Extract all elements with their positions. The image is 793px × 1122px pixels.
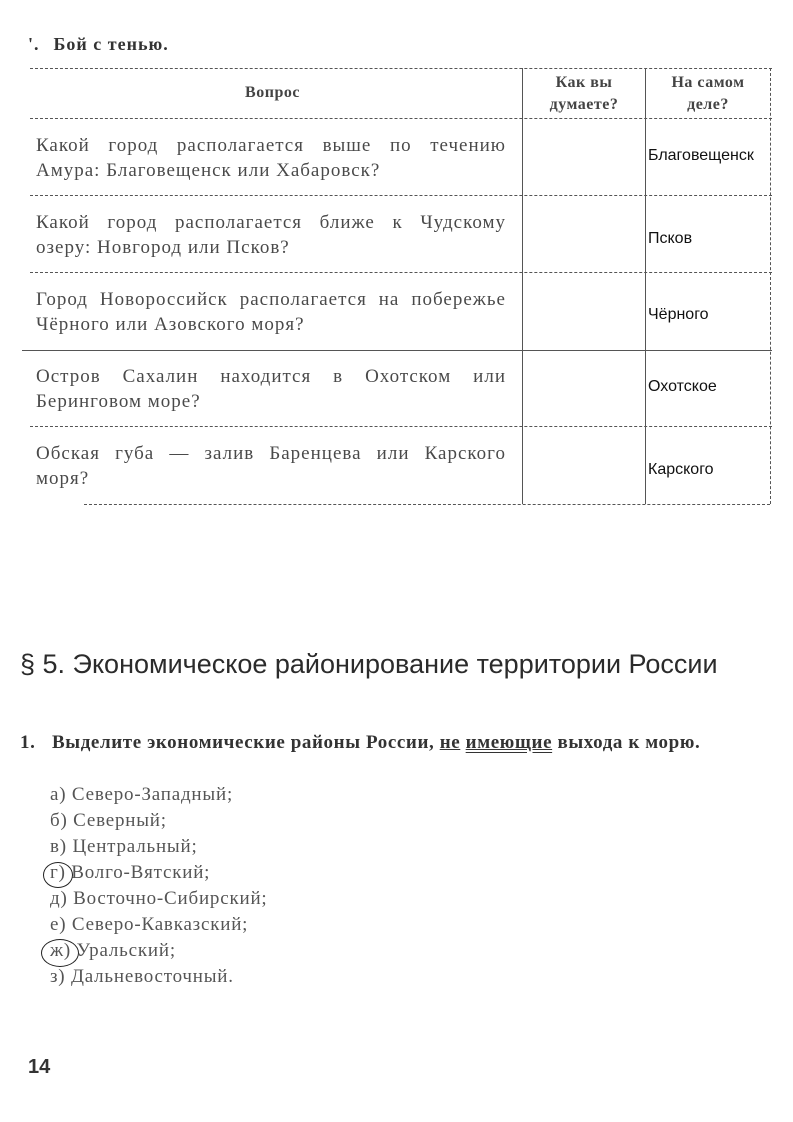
option-label: д) Восточно-Сибирский; xyxy=(50,888,268,909)
option-g xyxy=(50,860,268,886)
table-bottom-border xyxy=(84,504,770,505)
task-title xyxy=(28,34,169,55)
table-row-question: Какой город располагается выше по течению Амура: Благовещенск или Хабаровск? xyxy=(36,135,506,181)
section-title: § 5. Экономическое районирование территории России xyxy=(20,649,718,679)
option-label: б) Северный; xyxy=(50,810,167,831)
question-double-underlined-word: имеющие xyxy=(465,732,553,753)
question-1 xyxy=(20,730,776,756)
option-e xyxy=(50,912,268,938)
table-row-answer: Псков xyxy=(648,230,693,247)
option-zh xyxy=(50,938,268,964)
table-row-answer: Охотское xyxy=(648,378,717,395)
hand-drawn-circle xyxy=(41,939,79,967)
table-row-question: Остров Сахалин находится в Охотском или Беринговом море? xyxy=(36,366,506,412)
table-row-question: Город Новороссийск располагается на побережье Чёрного или Азовского моря? xyxy=(36,289,506,335)
question-underlined-word: не xyxy=(439,732,461,753)
table-row-question: Обская губа — залив Баренцева или Карского моря? xyxy=(36,443,506,489)
page-number: 14 xyxy=(28,1056,51,1078)
option-a xyxy=(50,782,268,808)
option-label: е) Северо-Кавказский; xyxy=(50,914,249,935)
answer-options xyxy=(50,782,268,990)
question-text-before: Выделите экономические районы России, xyxy=(52,732,435,753)
question-text-after: выхода к морю. xyxy=(557,732,701,753)
option-b xyxy=(50,808,268,834)
option-label: ж) Уральский; xyxy=(50,940,176,961)
table-row-question: Какой город располагается ближе к Чудскому озеру: Новгород или Псков? xyxy=(36,212,506,258)
header-question: Вопрос xyxy=(245,84,300,101)
row-divider-1 xyxy=(30,195,772,196)
header-guess: Как вы думаете? xyxy=(549,74,619,113)
column-divider-2 xyxy=(645,68,646,504)
task-title-text: Бой с тенью. xyxy=(53,34,169,54)
table-row-answer: Чёрного xyxy=(648,306,709,323)
option-label: в) Центральный; xyxy=(50,836,198,857)
header-actual: На самом деле? xyxy=(671,74,745,113)
column-divider-1 xyxy=(522,68,523,504)
row-divider-4 xyxy=(30,426,772,427)
option-label: а) Северо-Западный; xyxy=(50,784,234,805)
table-right-border xyxy=(770,68,771,504)
option-label: з) Дальневосточный. xyxy=(50,966,234,987)
option-z xyxy=(50,964,268,990)
row-divider-2 xyxy=(30,272,772,273)
task-number: '. xyxy=(28,34,40,54)
option-d xyxy=(50,886,268,912)
option-v xyxy=(50,834,268,860)
question-number: 1. xyxy=(20,732,36,753)
header-divider xyxy=(30,118,772,119)
table-row-answer: Карского xyxy=(648,461,714,478)
table-top-border xyxy=(30,68,772,69)
row-divider-3 xyxy=(22,350,772,351)
option-label: г) Волго-Вятский; xyxy=(50,862,211,883)
table-row-answer: Благовещенск xyxy=(648,147,754,164)
hand-drawn-circle xyxy=(43,862,73,888)
